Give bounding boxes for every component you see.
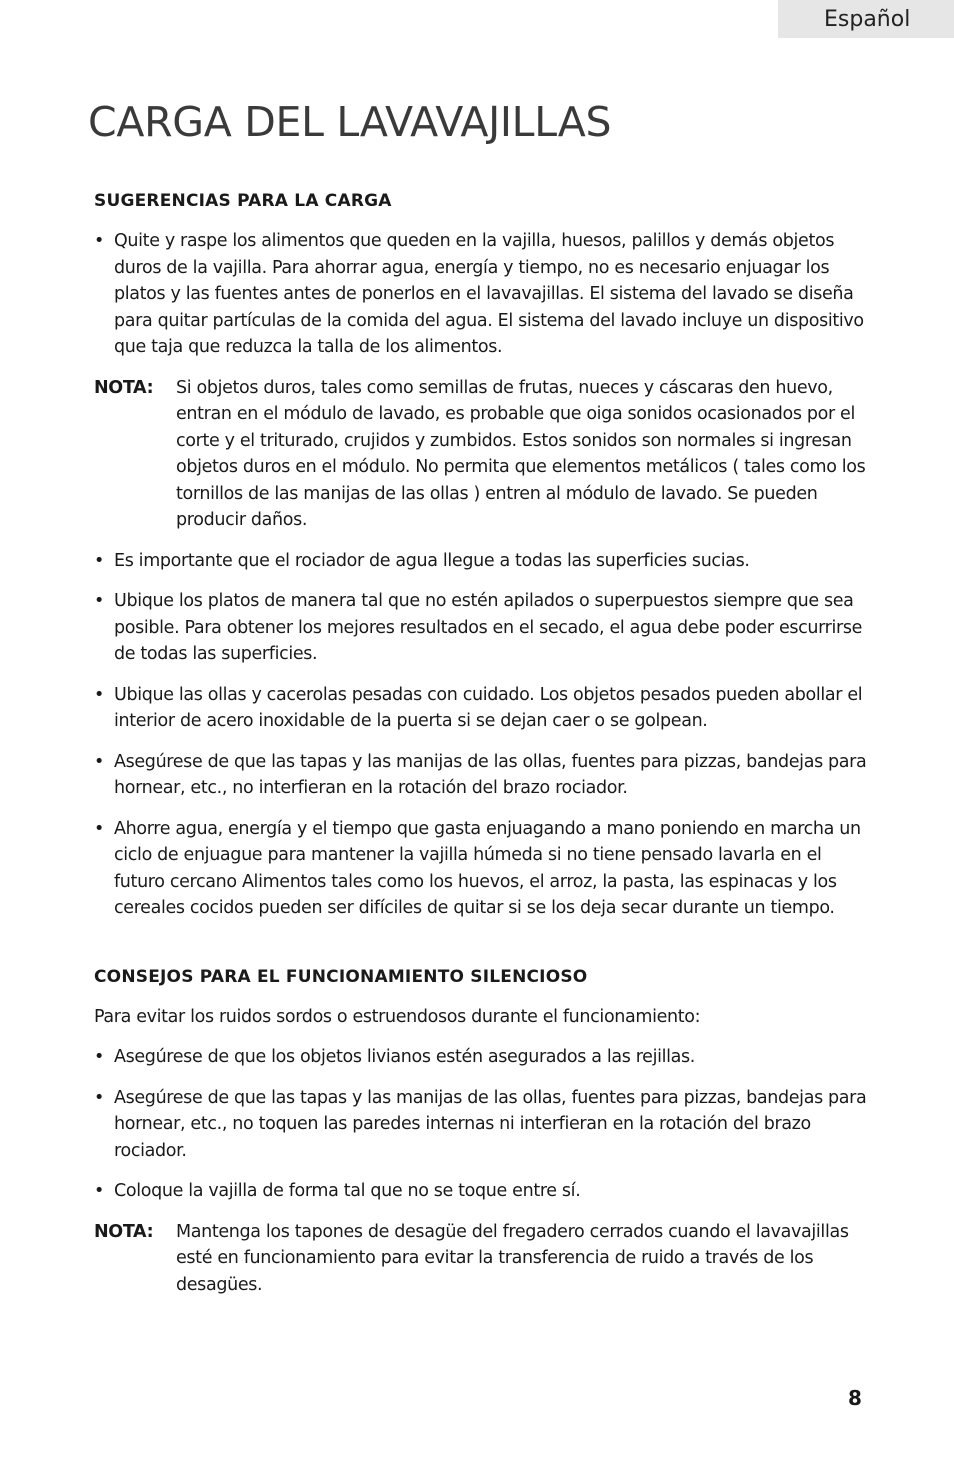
intro-paragraph: Para evitar los ruidos sordos o estruendosos durante el funcionamiento: <box>94 1006 701 1027</box>
list-item-text: Asegúrese de que las tapas y las manijas de las ollas, fuentes para pizzas, bandejas para hornear, etc., no interfieran en la rotación del brazo rociador. <box>114 751 867 798</box>
section-heading-quiet-operation: CONSEJOS PARA EL FUNCIONAMIENTO SILENCIOSO <box>94 966 588 987</box>
list-item <box>94 816 870 922</box>
bullet-glyph: • <box>94 1047 104 1067</box>
bullet-glyph: • <box>94 818 104 839</box>
section-heading-loading-tips: SUGERENCIAS PARA LA CARGA <box>94 191 392 211</box>
list-item <box>94 682 870 735</box>
list-item-text: Quite y raspe los alimentos que queden en la vajilla, huesos, palillos y demás objetos duros de la vajilla. Para ahorrar agua, energía y tiempo, no es necesario enjuagar los platos y las fuentes antes de ponerlos en el lavavajillas. El sistema del lavado se diseña para quitar partículas de la comida del agua. El sistema del lavado incluye un dispositivo que taja que reduzca la talla de los alimentos. <box>114 231 864 357</box>
note-text: Mantenga los tapones de desagüe del fregadero cerrados cuando el lavavajillas esté en funcionamiento para evitar la transferencia de ruido a través de los desagües. <box>176 1221 849 1295</box>
page-number: 8 <box>848 1386 862 1410</box>
list-item <box>94 749 870 802</box>
bullet-glyph: • <box>94 684 104 705</box>
list-item-text: Ubique los platos de manera tal que no estén apilados o superpuestos siempre que sea posible. Para obtener los mejores resultados en el secado, el agua debe poder escurrirse de todas las superficies. <box>114 591 863 664</box>
list-item-text: Asegúrese de que las tapas y las manijas de las ollas, fuentes para pizzas, bandejas para hornear, etc., no toquen las paredes internas ni interfieran en la rotación del brazo rociador. <box>114 1087 867 1161</box>
list-item-text: Ubique las ollas y cacerolas pesadas con cuidado. Los objetos pesados pueden abollar el interior de acero inoxidable de la puerta si se dejan caer o se golpean. <box>114 684 863 731</box>
note-text: Si objetos duros, tales como semillas de frutas, nueces y cáscaras den huevo, entran en el módulo de lavado, es probable que oiga sonidos ocasionados por el corte y el triturado, crujidos y zumbidos. Estos sonidos son normales si ingresan objetos duros en el módulo. No permita que elementos metálicos ( tales como los tornillos de las manijas de las ollas ) entren al módulo de lavado. Se pueden producir daños. <box>176 377 866 530</box>
note-label: NOTA: <box>94 377 154 398</box>
list-item <box>94 1178 870 1205</box>
bullet-glyph: • <box>94 1087 104 1108</box>
bullet-glyph: • <box>94 591 104 611</box>
list-item-text: Es importante que el rociador de agua llegue a todas las superficies sucias. <box>114 550 750 571</box>
note-label: NOTA: <box>94 1221 154 1242</box>
list-item <box>94 1044 870 1071</box>
page-title: CARGA DEL LAVAVAJILLAS <box>88 98 612 146</box>
page-content <box>94 188 870 1312</box>
language-tab: Español <box>778 0 954 38</box>
list-item-text: Coloque la vajilla de forma tal que no se toque entre sí. <box>114 1181 581 1201</box>
list-item-text: Asegúrese de que los objetos livianos estén asegurados a las rejillas. <box>114 1047 696 1067</box>
bullet-glyph: • <box>94 751 104 772</box>
bullet-glyph: • <box>94 231 104 251</box>
note-block <box>94 1219 870 1299</box>
list-item <box>94 1085 870 1165</box>
list-item <box>94 548 870 575</box>
list-item <box>94 588 870 668</box>
note-block <box>94 375 870 534</box>
list-item-text: Ahorre agua, energía y el tiempo que gasta enjuagando a mano poniendo en marcha un ciclo de enjuague para mantener la vajilla húmeda si no tiene pensado lavarla en el futuro cercano Alimentos tales como los huevos, el arroz, la pasta, las espinacas y los cereales cocidos pueden ser difíciles de quitar si se los deja secar durante un tiempo. <box>114 818 861 918</box>
bullet-glyph: • <box>94 1181 104 1201</box>
list-item <box>94 228 870 361</box>
bullet-glyph: • <box>94 550 104 571</box>
